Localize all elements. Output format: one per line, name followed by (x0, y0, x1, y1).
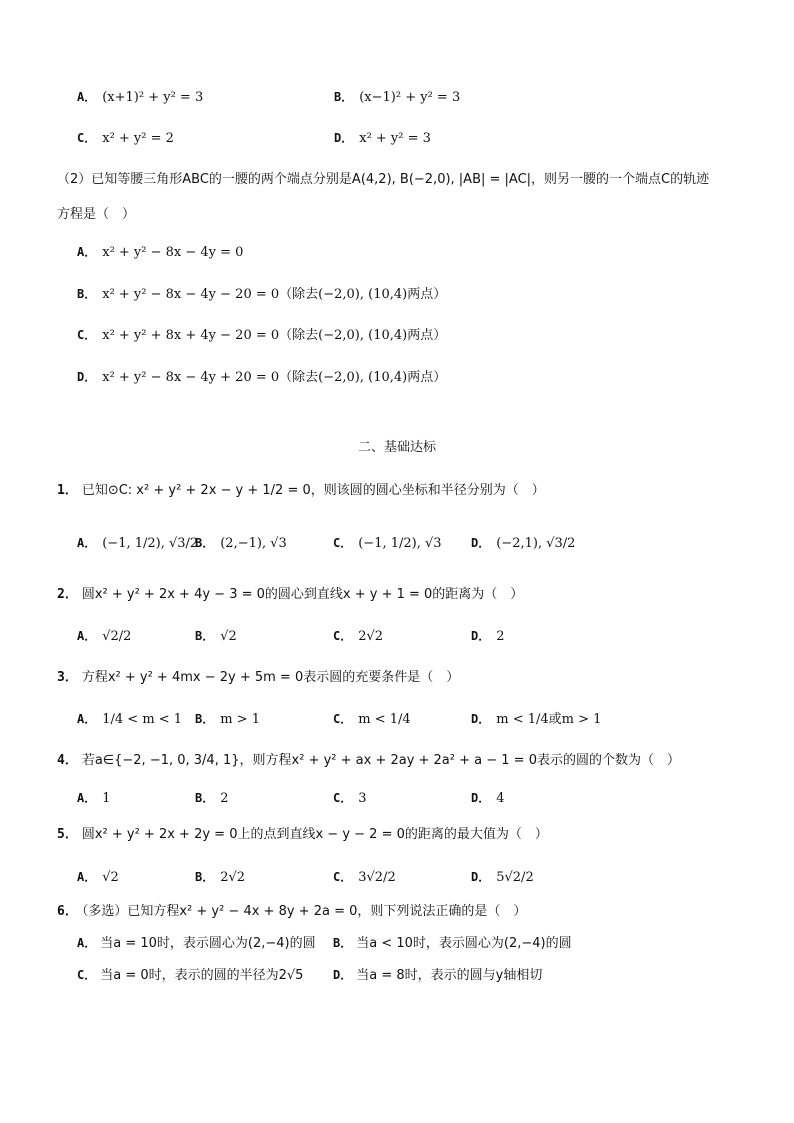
option-label: A． (77, 90, 97, 104)
option-b: B． (2,−1), √3 (195, 536, 287, 551)
option-text: x² + y² = 2 (102, 131, 174, 146)
option-a: A． √2 (77, 870, 119, 885)
option-text: (x−1)² + y² = 3 (359, 90, 461, 105)
option-b: B． 2√2 (195, 870, 246, 885)
option-a: A． x² + y² − 8x − 4y = 0 (77, 245, 244, 260)
option-c (77, 129, 174, 148)
option-d: D． x² + y² − 8x − 4y + 20 = 0（除去(−2,0), (10,4)两点） (77, 370, 447, 385)
option-label: C． (77, 131, 97, 145)
option-c: C． 当a = 0时，表示的圆的半径为2√5 (77, 968, 304, 983)
option-d: D． 2 (471, 629, 505, 644)
option-c: C． 2√2 (333, 629, 384, 644)
question-stem-cont: 方程是（ ） (57, 207, 136, 222)
option-a: A． 1/4 < m < 1 (77, 712, 183, 727)
question-6: 6． （多选）已知方程x² + y² − 4x + 8y + 2a = 0，则下列说法正确的是（ ） (57, 904, 527, 919)
option-a: A． (−1, 1/2), √3/2 (77, 536, 199, 551)
option-a: A． 1 (77, 791, 111, 806)
option-d: D． m < 1/4或m > 1 (471, 712, 602, 727)
option-b: B． x² + y² − 8x − 4y − 20 = 0（除去(−2,0), (10,4)两点） (77, 287, 447, 302)
option-d: D． 当a = 8时，表示的圆与y轴相切 (333, 968, 543, 983)
option-label: D． (334, 131, 354, 145)
option-a: A． 当a = 10时，表示圆心为(2,−4)的圆 (77, 936, 316, 951)
option-c: C． 3 (333, 791, 367, 806)
option-text: (x+1)² + y² = 3 (102, 90, 204, 105)
option-b: B． 2 (195, 791, 229, 806)
option-a (77, 88, 203, 107)
option-text: x² + y² = 3 (359, 131, 431, 146)
section-title: 二、基础达标 (357, 440, 436, 455)
option-c: C． m < 1/4 (333, 712, 411, 727)
option-c: C． (−1, 1/2), √3 (333, 536, 442, 551)
option-b (334, 88, 460, 107)
option-b: B． 当a < 10时，表示圆心为(2,−4)的圆 (333, 936, 572, 951)
option-d: D． 5√2/2 (471, 870, 534, 885)
question-2: 2． 圆x² + y² + 2x + 4y − 3 = 0的圆心到直线x + y + 1 = 0的距离为（ ） (57, 587, 524, 602)
question-3: 3． 方程x² + y² + 4mx − 2y + 5m = 0表示圆的充要条件是（ ） (57, 670, 460, 685)
question-5: 5． 圆x² + y² + 2x + 2y = 0上的点到直线x − y − 2 = 0的距离的最大值为（ ） (57, 827, 548, 842)
option-d (334, 129, 431, 148)
question-stem: （2）已知等腰三角形ABC的一腰的两个端点分别是A(4,2), B(−2,0), |AB| = |AC|，则另一腰的一个端点C的轨迹 (57, 172, 710, 187)
option-a: A． √2/2 (77, 629, 132, 644)
option-d: D． (−2,1), √3/2 (471, 536, 576, 551)
option-b: B． m > 1 (195, 712, 260, 727)
option-d: D． 4 (471, 791, 505, 806)
option-label: B． (334, 90, 354, 104)
option-c: C． 3√2/2 (333, 870, 396, 885)
option-b: B． √2 (195, 629, 237, 644)
question-4: 4． 若a∈{−2, −1, 0, 3/4, 1}，则方程x² + y² + ax + 2ay + 2a² + a − 1 = 0表示的圆的个数为（ ） (57, 753, 680, 768)
option-c: C． x² + y² + 8x + 4y − 20 = 0（除去(−2,0), (10,4)两点） (77, 328, 447, 343)
question-1: 1． 已知⊙C: x² + y² + 2x − y + 1/2 = 0，则该圆的圆心坐标和半径分别为（ ） (57, 483, 545, 498)
